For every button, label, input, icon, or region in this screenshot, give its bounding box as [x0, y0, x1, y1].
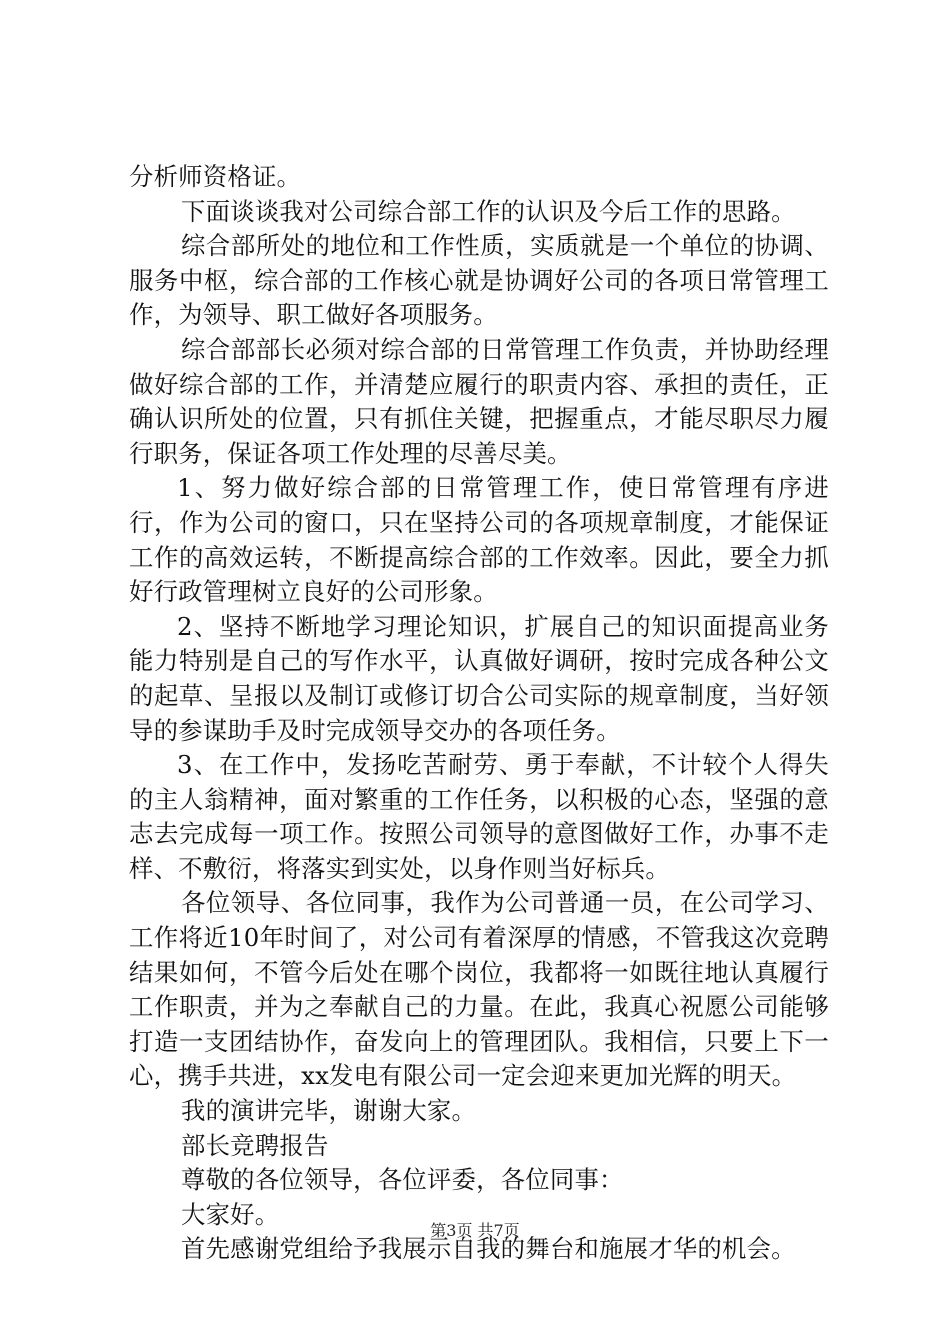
page-number-label: 第3页 共7页	[430, 1221, 520, 1240]
document-body	[129, 160, 829, 1267]
paragraph-continuation: 分析师资格证。	[129, 162, 302, 191]
paragraph-report-title: 部长竞聘报告	[181, 1130, 329, 1160]
paragraph-closing-remarks: 各位领导、各位同事，我作为公司普通一员，在公司学习、工作将近10年时间了，对公司有着深厚的情感，不管我这次竞聘结果如何，不管今后处在哪个岗位，我都将一如既往地认真履行工作职责，并为之奉献自己的力量。在此，我真心祝愿公司能够打造一支团结协作，奋发向上的管理团队。我相信，只要上下一心，携手共进，xx发电有限公司一定会迎来更加光辉的明天。	[129, 888, 829, 1091]
paragraph-thanks: 我的演讲完毕，谢谢大家。	[181, 1096, 477, 1126]
paragraph-minister-duties: 综合部部长必须对综合部的日常管理工作负责，并协助经理做好综合部的工作，并清楚应履行的职责内容、承担的责任，正确认识所处的位置，只有抓住关键，把握重点，才能尽职尽力履行职务，保证各项工作处理的尽善尽美。	[129, 334, 829, 468]
paragraph-opening-thanks: 首先感谢党组给予我展示自我的舞台和施展才华的机会。	[181, 1234, 796, 1264]
paragraph-point-1: 1、努力做好综合部的日常管理工作，使日常管理有序进行，作为公司的窗口，只在坚持公司的各项规章制度，才能保证工作的高效运转，不断提高综合部的工作效率。因此，要全力抓好行政管理树立良好的公司形象。	[129, 473, 829, 607]
page-footer	[0, 1218, 950, 1241]
paragraph-point-2: 2、坚持不断地学习理论知识，扩展自己的知识面提高业务能力特别是自己的写作水平，认真做好调研，按时完成各种公文的起草、呈报以及制订或修订切合公司实际的规章制度，当好领导的参谋助手及时完成领导交办的各项任务。	[129, 611, 829, 745]
paragraph-salutation: 尊敬的各位领导，各位评委，各位同事：	[181, 1165, 624, 1195]
paragraph-greeting: 大家好。	[181, 1199, 280, 1229]
paragraph-department-role: 综合部所处的地位和工作性质，实质就是一个单位的协调、服务中枢，综合部的工作核心就是协调好公司的各项日常管理工作，为领导、职工做好各项服务。	[129, 231, 829, 330]
paragraph-intro-thoughts: 下面谈谈我对公司综合部工作的认识及今后工作的思路。	[181, 196, 796, 226]
paragraph-point-3: 3、在工作中，发扬吃苦耐劳、勇于奉献，不计较个人得失的主人翁精神，面对繁重的工作任务，以积极的心态，坚强的意志去完成每一项工作。按照公司领导的意图做好工作，办事不走样、不敷衍，将落实到实处，以身作则当好标兵。	[129, 750, 829, 883]
